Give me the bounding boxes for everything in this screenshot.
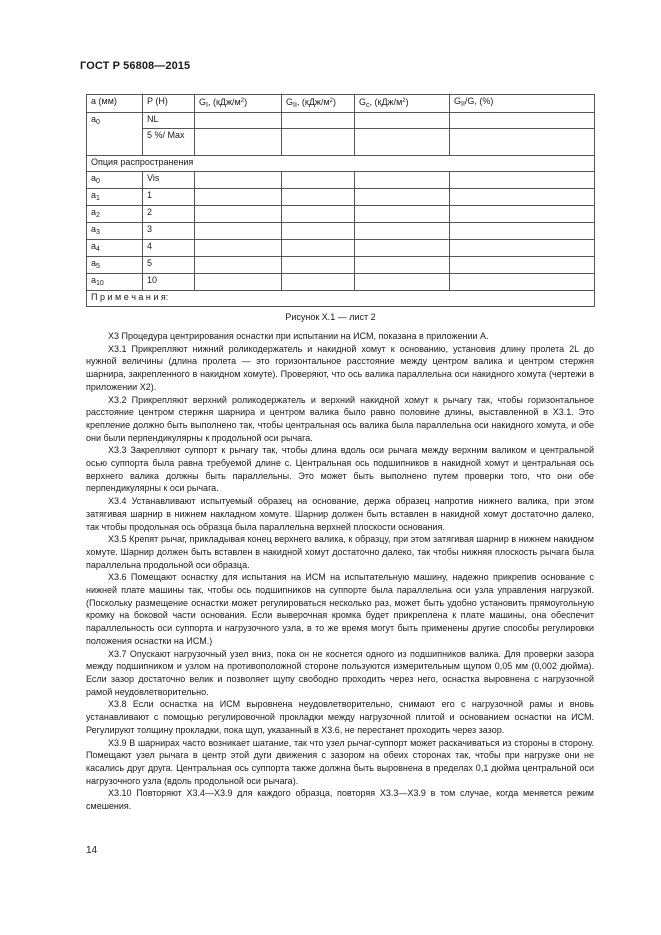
- table-header-row: [87, 95, 595, 113]
- paragraph: Х3.8 Если оснастка на ИСМ выровнена неудовлетворительно, снимают его с нагрузочной рамы и вновь устанавливают с помощью регулировочной прокладки между нагрузочной плитой и основанием оснастки на ИСМ. Регулируют толщину прокладки, пока щуп, указанный в Х3.6, не перестанет проходить через зазор.: [86, 699, 594, 735]
- table-row: [87, 129, 595, 156]
- section-label: Опция распространения: [87, 156, 595, 172]
- document-body: [86, 330, 594, 813]
- paragraph: Х3.5 Крепят рычаг, прикладывая конец верхнего валика, к образцу, при этом затягивая шарнир в нижнем накидном хомуте. Шарнир должен быть вставлен в накидной хомут достаточно далеко, так чтобы нижняя плоскость рычага была параллельна продольной оси образца.: [86, 534, 594, 570]
- paragraph: Х3.9 В шарнирах часто возникает шатание, так что узел рычаг-суппорт может раскачиваться из стороны в сторону. Помещают узел рычага в центр этой дуги движения с зазором на обеих сторонах так, чтобы при нагрузке они не касались друг друга. Центральная ось суппорта также должна быть выровнена в пределах 0,1 дюйма центральной оси нагрузочного узла (вдоль продольной оси рычага).: [86, 737, 594, 786]
- paragraph: Х3.4 Устанавливают испытуемый образец на основание, держа образец напротив нижнего валика, при этом затягивая шарнир в нижнем накладном хомуте. Шарнир должен быть вставлен в накидной хомут достаточно далеко, так чтобы продольная ось образца была параллельна верхней плоскости основания.: [86, 496, 594, 532]
- page-number: 14: [86, 845, 98, 856]
- header-gc: $G_c$, $(кДж/м^2)$: [355, 95, 450, 113]
- paragraph: Х3.2 Прикрепляют верхний роликодержатель и верхний накидной хомут к рычагу так, чтобы горизонтальное расстояние центром стержня шарнира и центром валика было равно половине длины, выставленной в Х3.1. Это крепление должно быть выполнено так, чтобы центральная ось валика была параллельна оси накидного хомута, и обе они были перпендикулярны к продольной оси рычага.: [86, 394, 594, 443]
- header-gi: $G_I$, $(кДж/м^2)$: [195, 95, 282, 113]
- cell-a: $a_0$: [87, 172, 143, 189]
- table-row: [87, 223, 595, 240]
- cell-a: $a_1$: [87, 189, 143, 206]
- document-header: ГОСТ Р 56808—2015: [80, 60, 191, 72]
- table-row: [87, 240, 595, 257]
- cell-a: $a_{10}$: [87, 274, 143, 291]
- table-notes: П р и м е ч а н и я:: [87, 291, 595, 307]
- table-row: [87, 274, 595, 291]
- paragraph: Х3.1 Прикрепляют нижний роликодержатель и накидной хомут к основанию, установив длину пролета 2L до нужной величины (длина пролета — это горизонтальное расстояние между центром валика и центром стержня шарнира, закрепленного в накидном хомуте). Проверяют, что ось валика параллельна оси накидного хомута (чертежи в приложении Х2).: [86, 343, 594, 392]
- header-p: P (H): [143, 95, 195, 113]
- cell-p: Vis: [143, 172, 195, 189]
- results-table: [86, 94, 595, 307]
- table-row: [87, 206, 595, 223]
- paragraph: Х3.7 Опускают нагрузочный узел вниз, пока он не коснется одного из подшипников валика. Для проверки зазора между подшипником и узлом на противоположной стороне пользуются измерительным щупом 0,05 мм (0,002 дюйма). Если зазор достаточно велик и позволяет щупу свободно проходить через него, оснастка выровнена с нагрузочной рамой неудовлетворительно.: [86, 648, 594, 697]
- table-row: [87, 189, 595, 206]
- header-a: a (мм): [87, 95, 143, 113]
- cell-p: 10: [143, 274, 195, 291]
- figure-caption: Рисунок Х.1 — лист 2: [285, 312, 376, 322]
- paragraph: Х3.10 Повторяют Х3.4—Х3.9 для каждого образца, повторяя Х3.3—Х3.9 в том случае, когда меняется режим смешения.: [86, 788, 594, 812]
- cell-p: NL: [143, 113, 195, 129]
- table-section-row: [87, 156, 595, 172]
- cell-p: 4: [143, 240, 195, 257]
- table-row: [87, 257, 595, 274]
- cell-a: $a_4$: [87, 240, 143, 257]
- table-row: [87, 172, 595, 189]
- cell-p: 5 %/ Max: [143, 129, 195, 156]
- cell-a: $a_2$: [87, 206, 143, 223]
- cell-p: 2: [143, 206, 195, 223]
- header-ratio: $G_{II}/G$, (%): [450, 95, 595, 113]
- paragraph: Х3.3 Закрепляют суппорт к рычагу так, чтобы длина вдоль оси рычага между верхним валиком и центральной осью суппорта была равна требуемой длине c. Центральная ось подшипников в накидной хомут и центральная ось верхнего валика должны быть параллельны. Это может быть выполнено путем проверки того, что они обе перпендикулярны к оси рычага.: [86, 445, 594, 494]
- cell-a: $a_5$: [87, 257, 143, 274]
- cell-a0: $a_0$: [87, 113, 143, 156]
- paragraph: Х3.6 Помещают оснастку для испытания на ИСМ на испытательную машину, надежно прикрепив основание с нижней плате машины так, чтобы ось подшипников на суппорте была параллельна оси узла управления нагрузкой. (Поскольку размещение оснастки может регулироваться несколько раз, может быть удобно установить прямоугольную кромку на боковой части основания. Если выверочная кромка будет прикреплена к плате машины, она обеспечит параллельность оси суппорта и нагрузочного узла, в то же время могут быть применены другие способы регулировки положения оснастки на ИСМ.): [86, 572, 594, 646]
- cell-p: 3: [143, 223, 195, 240]
- table-row: [87, 113, 595, 129]
- cell-p: 5: [143, 257, 195, 274]
- paragraph: Х3 Процедура центрирования оснастки при испытании на ИСМ, показана в приложении А.: [108, 331, 489, 341]
- header-gii: $G_{II}$, $(кДж/м^2)$: [282, 95, 355, 113]
- table-notes-row: [87, 291, 595, 307]
- cell-a: $a_3$: [87, 223, 143, 240]
- cell-p: 1: [143, 189, 195, 206]
